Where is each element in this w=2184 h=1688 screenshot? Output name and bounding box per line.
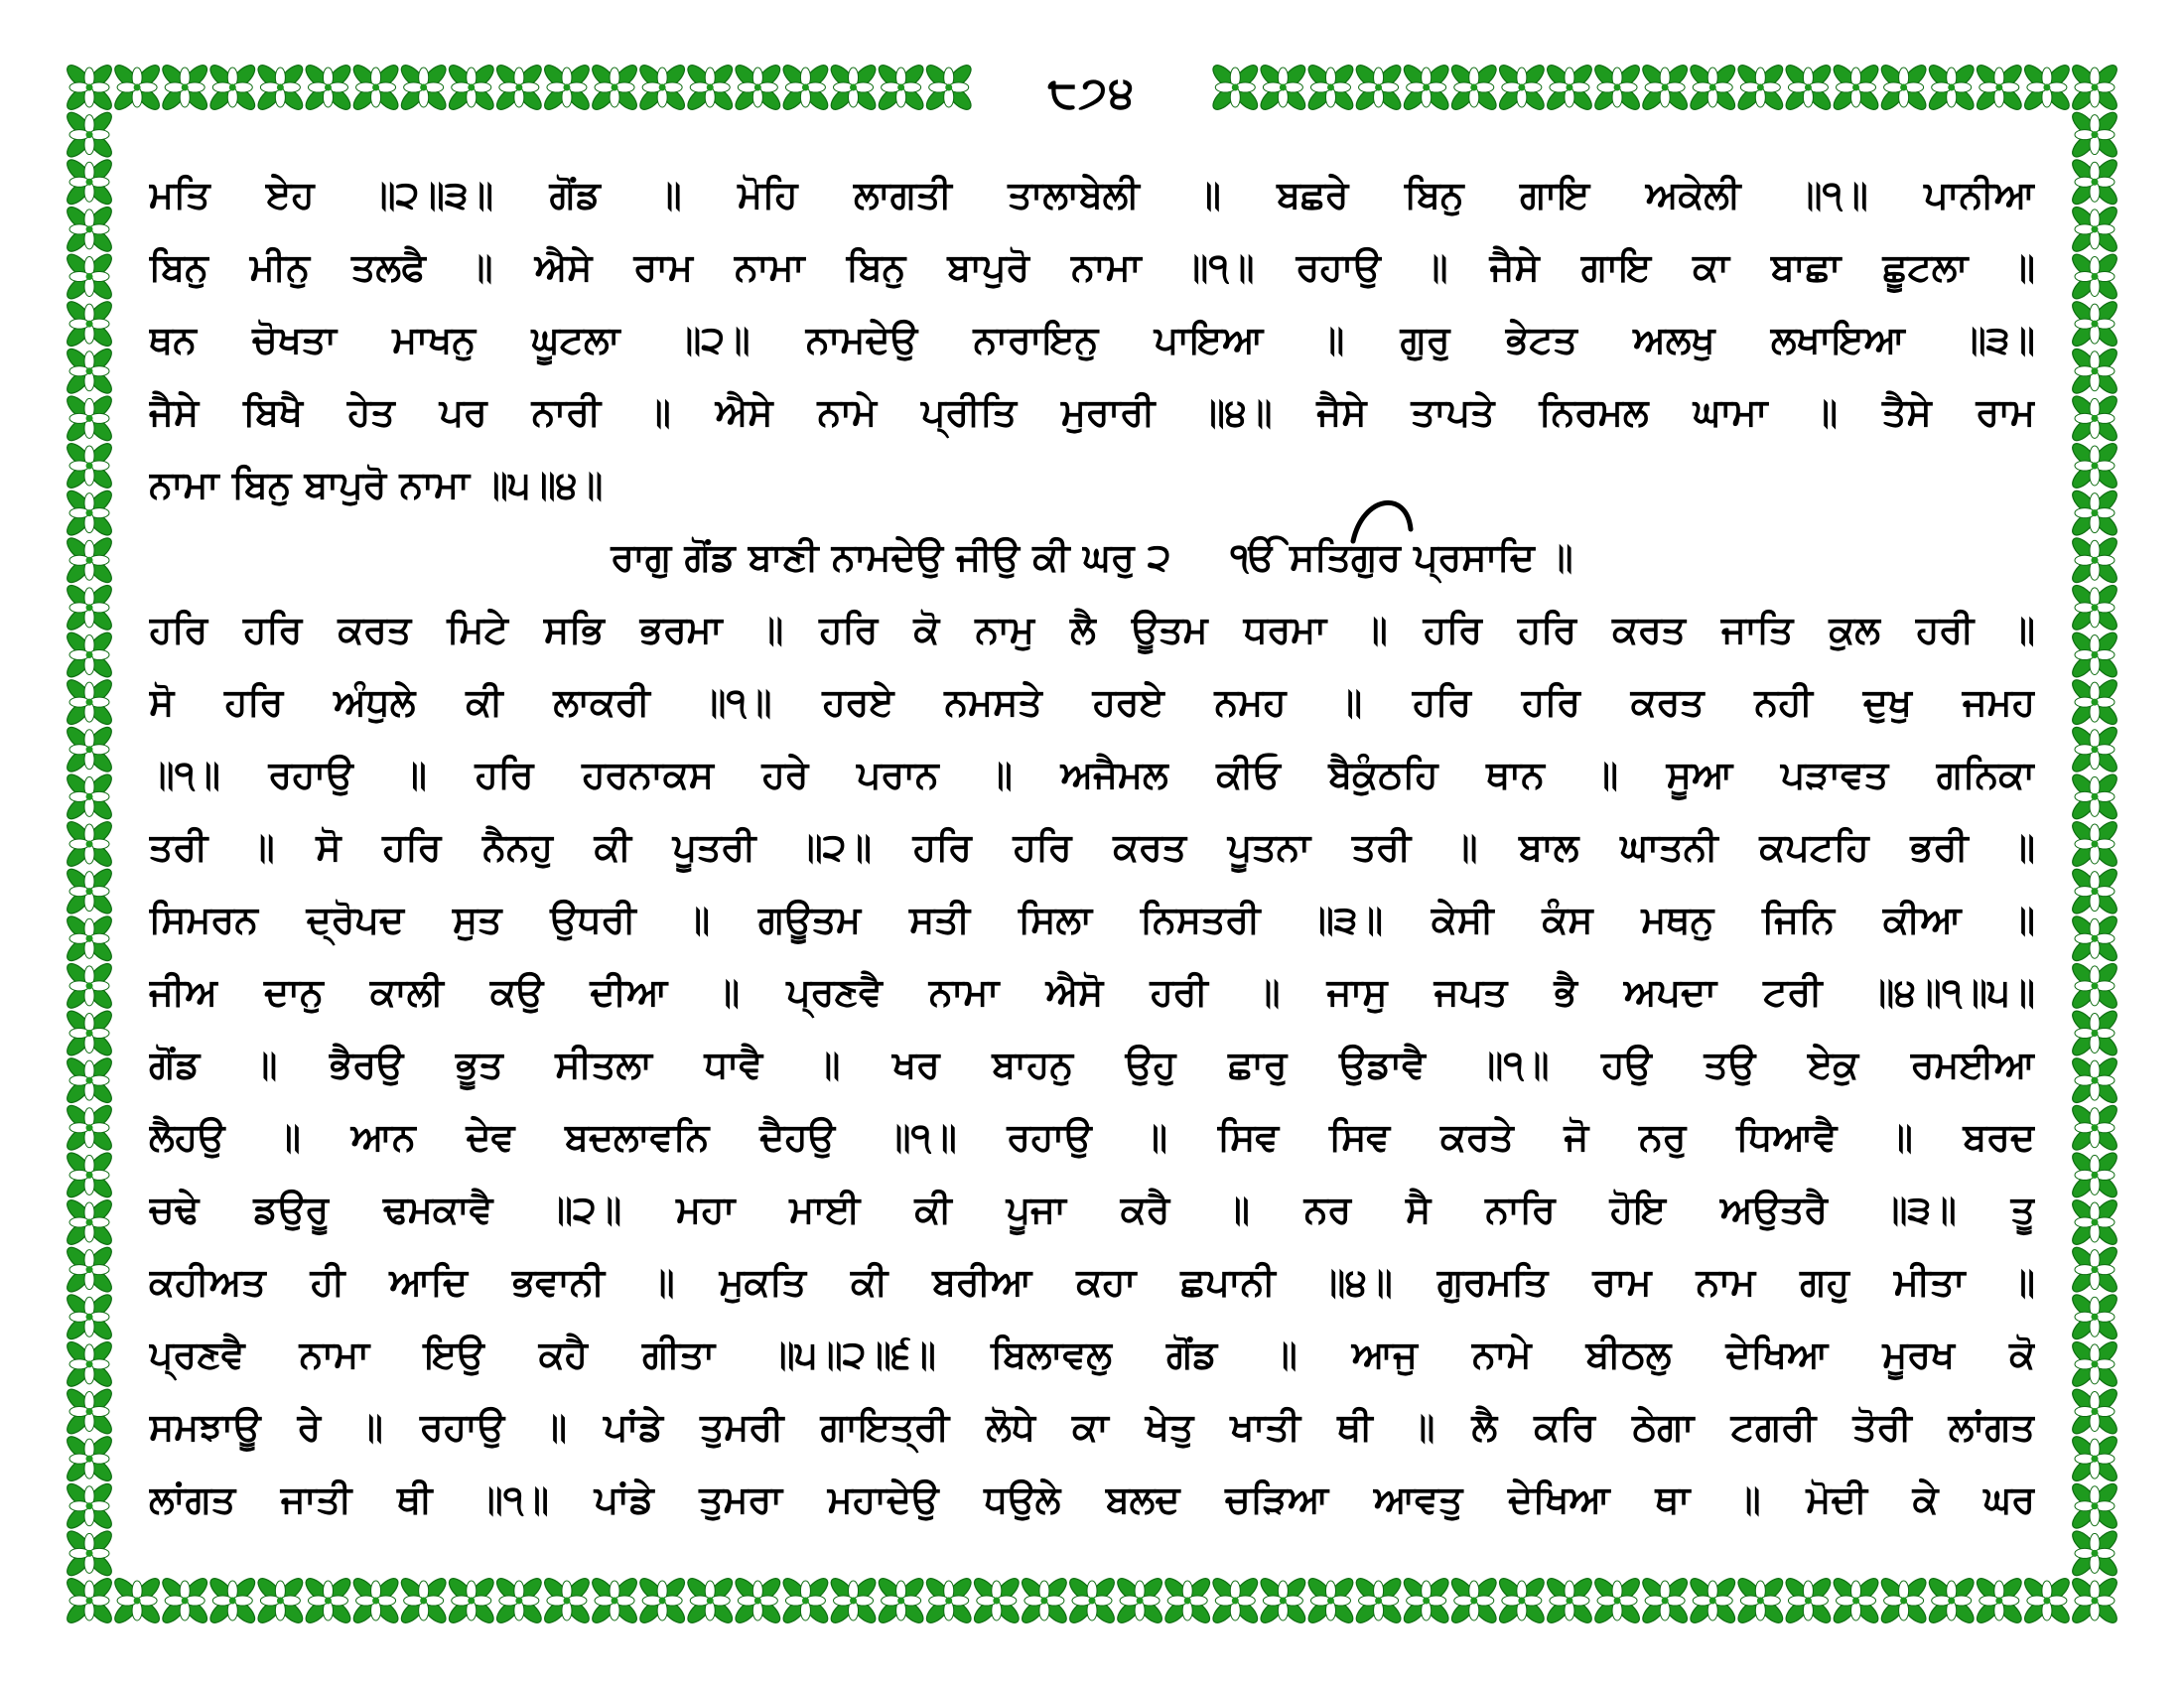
- flower-leaf-icon: [1401, 1575, 1452, 1626]
- text-line: ਜੈਸੇ ਬਿਖੈ ਹੇਤ ਪਰ ਨਾਰੀ ॥ ਐਸੇ ਨਾਮੇ ਪ੍ਰੀਤਿ ਮੁਰਾਰੀ ॥੪॥ ਜੈਸੇ ਤਾਪਤੇ ਨਿਰਮਲ ਘਾਮਾ ॥ ਤੈਸੇ ਰਾਮ: [149, 390, 2035, 434]
- text-line: ਚਢੇ ਡਉਰੂ ਢਮਕਾਵੈ ॥੨॥ ਮਹਾ ਮਾਈ ਕੀ ਪੂਜਾ ਕਰੈ ॥ ਨਰ ਸੈ ਨਾਰਿ ਹੋਇ ਅਉਤਰੈ ॥੩॥ ਤੂ: [149, 1188, 2035, 1231]
- flower-leaf-icon: [2069, 1291, 2120, 1342]
- text-line: ਲਾਂਗਤ ਜਾਤੀ ਥੀ ॥੧॥ ਪਾਂਡੇ ਤੁਮਰਾ ਮਹਾਦੇਉ ਧਉਲੇ ਬਲਦ ਚੜਿਆ ਆਵਤੁ ਦੇਖਿਆ ਥਾ ॥ ਮੋਦੀ ਕੇ ਘਰ: [149, 1477, 2035, 1521]
- text-line: ਹਰਿ ਹਰਿ ਕਰਤ ਮਿਟੇ ਸਭਿ ਭਰਮਾ ॥ ਹਰਿ ਕੋ ਨਾਮੁ ਲੈ ਊਤਮ ਧਰਮਾ ॥ ਹਰਿ ਹਰਿ ਕਰਤ ਜਾਤਿ ਕੁਲ ਹਰੀ ॥: [149, 608, 2035, 651]
- flower-leaf-icon: [732, 62, 783, 113]
- flower-leaf-icon: [1926, 1575, 1978, 1626]
- flower-leaf-icon: [1257, 62, 1308, 113]
- flower-leaf-icon: [1877, 1575, 1929, 1626]
- flower-leaf-icon: [64, 1480, 115, 1532]
- flower-leaf-icon: [636, 1575, 688, 1626]
- flower-leaf-icon: [2069, 629, 2120, 680]
- flower-leaf-icon: [64, 1575, 115, 1626]
- flower-leaf-icon: [779, 62, 831, 113]
- text-line: ਕਹੀਅਤ ਹੀ ਆਦਿ ਭਵਾਨੀ ॥ ਮੁਕਤਿ ਕੀ ਬਰੀਆ ਕਹਾ ਛਪਾਨੀ ॥੪॥ ਗੁਰਮਤਿ ਰਾਮ ਨਾਮ ਗਹੁ ਮੀਤਾ ॥: [149, 1260, 2035, 1304]
- text-line: ਸੋ ਹਰਿ ਅੰਧੁਲੇ ਕੀ ਲਾਕਰੀ ॥੧॥ ਹਰਏ ਨਮਸਤੇ ਹਰਏ ਨਮਹ ॥ ਹਰਿ ਹਰਿ ਕਰਤ ਨਹੀ ਦੁਖੁ ਜਮਹ: [149, 680, 2035, 724]
- flower-leaf-icon: [64, 534, 115, 586]
- flower-leaf-icon: [684, 62, 736, 113]
- flower-leaf-icon: [64, 629, 115, 680]
- flower-leaf-icon: [684, 1575, 736, 1626]
- ek-onkar-arc-icon: [1345, 490, 1425, 549]
- flower-leaf-icon: [64, 1007, 115, 1058]
- flower-leaf-icon: [64, 204, 115, 255]
- raag-title: ਰਾਗੁ ਗੋਂਡ ਬਾਣੀ ਨਾਮਦੇਉ ਜੀਉ ਕੀ ਘਰੁ ੨: [611, 535, 1171, 579]
- flower-leaf-icon: [1352, 1575, 1404, 1626]
- text-line: ॥੧॥ ਰਹਾਉ ॥ ਹਰਿ ਹਰਨਾਕਸ ਹਰੇ ਪਰਾਨ ॥ ਅਜੈਮਲ ਕੀਓ ਬੈਕੁੰਠਹਿ ਥਾਨ ॥ ਸੂਆ ਪੜਾਵਤ ਗਨਿਕਾ: [149, 753, 2035, 796]
- flower-leaf-icon: [254, 1575, 306, 1626]
- flower-leaf-icon: [302, 62, 353, 113]
- flower-leaf-icon: [1639, 1575, 1691, 1626]
- flower-leaf-icon: [349, 1575, 401, 1626]
- flower-leaf-icon: [2069, 108, 2120, 160]
- flower-leaf-icon: [1401, 62, 1452, 113]
- flower-leaf-icon: [1161, 1575, 1213, 1626]
- flower-leaf-icon: [64, 487, 115, 538]
- flower-leaf-icon: [64, 1433, 115, 1484]
- flower-leaf-icon: [2069, 1338, 2120, 1390]
- flower-leaf-icon: [2069, 818, 2120, 870]
- flower-leaf-icon: [2069, 250, 2120, 302]
- flower-leaf-icon: [1352, 62, 1404, 113]
- flower-leaf-icon: [1687, 62, 1738, 113]
- flower-leaf-icon: [1782, 62, 1834, 113]
- lines-before-heading: [149, 159, 2035, 521]
- flower-leaf-icon: [64, 913, 115, 964]
- flower-leaf-icon: [2069, 1102, 2120, 1154]
- flower-leaf-icon: [2069, 1196, 2120, 1248]
- flower-leaf-icon: [493, 1575, 545, 1626]
- flower-leaf-icon: [2021, 1575, 2073, 1626]
- flower-leaf-icon: [875, 62, 926, 113]
- flower-leaf-icon: [2069, 1433, 2120, 1484]
- flower-leaf-icon: [64, 250, 115, 302]
- flower-leaf-icon: [875, 1575, 926, 1626]
- text-line: ਪ੍ਰਣਵੈ ਨਾਮਾ ਇਉ ਕਹੈ ਗੀਤਾ ॥੫॥੨॥੬॥ ਬਿਲਾਵਲੁ ਗੋਂਡ ॥ ਆਜੁ ਨਾਮੇ ਬੀਠਲੁ ਦੇਖਿਆ ਮੂਰਖ ਕੋ: [149, 1333, 2035, 1376]
- flower-leaf-icon: [64, 1243, 115, 1295]
- flower-leaf-icon: [2069, 1527, 2120, 1579]
- flower-leaf-icon: [2069, 440, 2120, 492]
- flower-leaf-icon: [64, 1196, 115, 1248]
- flower-leaf-icon: [1591, 1575, 1643, 1626]
- flower-leaf-icon: [1734, 1575, 1786, 1626]
- flower-leaf-icon: [2069, 1575, 2120, 1626]
- flower-leaf-icon: [2069, 724, 2120, 775]
- flower-leaf-icon: [64, 62, 115, 113]
- flower-leaf-icon: [1304, 1575, 1356, 1626]
- text-line: ਜੀਅ ਦਾਨੁ ਕਾਲੀ ਕਉ ਦੀਆ ॥ ਪ੍ਰਣਵੈ ਨਾਮਾ ਐਸੋ ਹਰੀ ॥ ਜਾਸੁ ਜਪਤ ਭੈ ਅਪਦਾ ਟਰੀ ॥੪॥੧॥੫॥: [149, 970, 2035, 1014]
- flower-leaf-icon: [64, 865, 115, 916]
- flower-leaf-icon: [2069, 487, 2120, 538]
- flower-leaf-icon: [206, 1575, 258, 1626]
- flower-leaf-icon: [64, 108, 115, 160]
- flower-leaf-icon: [493, 62, 545, 113]
- flower-leaf-icon: [2069, 204, 2120, 255]
- flower-leaf-icon: [64, 676, 115, 728]
- flower-leaf-icon: [2069, 156, 2120, 208]
- flower-leaf-icon: [1591, 62, 1643, 113]
- flower-leaf-icon: [1639, 62, 1691, 113]
- flower-leaf-icon: [64, 724, 115, 775]
- flower-leaf-icon: [64, 771, 115, 822]
- text-line: ਮਤਿ ਏਹ ॥੨॥੩॥ ਗੋਂਡ ॥ ਮੋਹਿ ਲਾਗਤੀ ਤਾਲਾਬੇਲੀ ॥ ਬਛਰੇ ਬਿਨੁ ਗਾਇ ਅਕੇਲੀ ॥੧॥ ਪਾਨੀਆ: [149, 173, 2035, 216]
- flower-leaf-icon: [2069, 1385, 2120, 1437]
- flower-leaf-icon: [2069, 62, 2120, 113]
- text-line: ਤਰੀ ॥ ਸੋ ਹਰਿ ਨੈਨਹੁ ਕੀ ਪੂਤਰੀ ॥੨॥ ਹਰਿ ਹਰਿ ਕਰਤ ਪੂਤਨਾ ਤਰੀ ॥ ਬਾਲ ਘਾਤਨੀ ਕਪਟਹਿ ਭਰੀ ॥: [149, 825, 2035, 869]
- flower-leaf-icon: [446, 62, 497, 113]
- flower-leaf-icon: [64, 1149, 115, 1200]
- flower-leaf-icon: [1687, 1575, 1738, 1626]
- flower-leaf-icon: [2069, 298, 2120, 350]
- flower-leaf-icon: [1830, 62, 1881, 113]
- flower-leaf-icon: [541, 62, 593, 113]
- flower-leaf-icon: [1448, 62, 1500, 113]
- flower-leaf-icon: [2069, 346, 2120, 397]
- flower-leaf-icon: [2069, 392, 2120, 444]
- flower-leaf-icon: [64, 1102, 115, 1154]
- flower-leaf-icon: [971, 1575, 1023, 1626]
- flower-leaf-icon: [64, 156, 115, 208]
- flower-leaf-icon: [1496, 1575, 1548, 1626]
- flower-leaf-icon: [64, 1527, 115, 1579]
- flower-leaf-icon: [2069, 1149, 2120, 1200]
- scripture-body: [149, 159, 2035, 1536]
- flower-leaf-icon: [1304, 62, 1356, 113]
- flower-leaf-icon: [111, 62, 163, 113]
- text-line: ਲੈਹਉ ॥ ਆਨ ਦੇਵ ਬਦਲਾਵਨਿ ਦੈਹਉ ॥੧॥ ਰਹਾਉ ॥ ਸਿਵ ਸਿਵ ਕਰਤੇ ਜੋ ਨਰੁ ਧਿਆਵੈ ॥ ਬਰਦ: [149, 1115, 2035, 1159]
- lines-after-heading: [149, 594, 2035, 1536]
- page-number: ੮੭੪: [1047, 67, 1137, 118]
- mool-mantar: ੴ ਸਤਿਗੁਰ ਪ੍ਰਸਾਦਿ ॥: [1230, 535, 1573, 579]
- text-line: ਗੋਂਡ ॥ ਭੈਰਉ ਭੂਤ ਸੀਤਲਾ ਧਾਵੈ ॥ ਖਰ ਬਾਹਨੁ ਉਹੁ ਛਾਰੁ ਉਡਾਵੈ ॥੧॥ ਹਉ ਤਉ ਏਕੁ ਰਮਈਆ: [149, 1043, 2035, 1086]
- flower-leaf-icon: [827, 1575, 879, 1626]
- flower-leaf-icon: [64, 1338, 115, 1390]
- flower-leaf-icon: [732, 1575, 783, 1626]
- flower-leaf-icon: [64, 346, 115, 397]
- flower-leaf-icon: [159, 62, 210, 113]
- flower-leaf-icon: [2069, 582, 2120, 633]
- text-line: ਸਿਮਰਨ ਦ੍ਰੋਪਦ ਸੁਤ ਉਧਰੀ ॥ ਗਊਤਮ ਸਤੀ ਸਿਲਾ ਨਿਸਤਰੀ ॥੩॥ ਕੇਸੀ ਕੰਸ ਮਥਨੁ ਜਿਨਿ ਕੀਆ ॥: [149, 898, 2035, 941]
- flower-leaf-icon: [64, 582, 115, 633]
- flower-leaf-icon: [446, 1575, 497, 1626]
- flower-leaf-icon: [1974, 62, 2025, 113]
- flower-leaf-icon: [1019, 1575, 1070, 1626]
- text-line: ਸਮਝਾਊ ਰੇ ॥ ਰਹਾਉ ॥ ਪਾਂਡੇ ਤੁਮਰੀ ਗਾਇਤ੍ਰੀ ਲੋਧੇ ਕਾ ਖੇਤੁ ਖਾਤੀ ਥੀ ॥ ਲੈ ਕਰਿ ਠੇਗਾ ਟਗਰੀ ਤੋਰੀ ਲਾਂਗਤ: [149, 1405, 2035, 1449]
- flower-leaf-icon: [159, 1575, 210, 1626]
- flower-leaf-icon: [1877, 62, 1929, 113]
- flower-leaf-icon: [2069, 771, 2120, 822]
- flower-leaf-icon: [541, 1575, 593, 1626]
- flower-leaf-icon: [2069, 534, 2120, 586]
- flower-leaf-icon: [1544, 62, 1595, 113]
- flower-leaf-icon: [2069, 676, 2120, 728]
- flower-leaf-icon: [1734, 62, 1786, 113]
- flower-leaf-icon: [923, 1575, 975, 1626]
- flower-leaf-icon: [64, 440, 115, 492]
- flower-leaf-icon: [1830, 1575, 1881, 1626]
- flower-leaf-icon: [254, 62, 306, 113]
- text-line: ਬਿਨੁ ਮੀਨੁ ਤਲਫੈ ॥ ਐਸੇ ਰਾਮ ਨਾਮਾ ਬਿਨੁ ਬਾਪੁਰੋ ਨਾਮਾ ॥੧॥ ਰਹਾਉ ॥ ਜੈਸੇ ਗਾਇ ਕਾ ਬਾਛਾ ਛੂਟਲਾ ॥: [149, 245, 2035, 289]
- text-line: ਥਨ ਚੋਖਤਾ ਮਾਖਨੁ ਘੂਟਲਾ ॥੨॥ ਨਾਮਦੇਉ ਨਾਰਾਇਨੁ ਪਾਇਆ ॥ ਗੁਰੁ ਭੇਟਤ ਅਲਖੁ ਲਖਾਇਆ ॥੩॥: [149, 318, 2035, 361]
- flower-leaf-icon: [2021, 62, 2073, 113]
- flower-leaf-icon: [1066, 1575, 1118, 1626]
- flower-leaf-icon: [64, 1385, 115, 1437]
- flower-leaf-icon: [1782, 1575, 1834, 1626]
- flower-leaf-icon: [64, 818, 115, 870]
- flower-leaf-icon: [2069, 865, 2120, 916]
- flower-leaf-icon: [1209, 1575, 1261, 1626]
- flower-leaf-icon: [64, 960, 115, 1012]
- page-number-container: [1003, 58, 1181, 127]
- flower-leaf-icon: [2069, 960, 2120, 1012]
- flower-leaf-icon: [2069, 1007, 2120, 1058]
- flower-leaf-icon: [64, 1291, 115, 1342]
- flower-leaf-icon: [398, 1575, 450, 1626]
- flower-leaf-icon: [64, 392, 115, 444]
- flower-leaf-icon: [636, 62, 688, 113]
- flower-leaf-icon: [2069, 913, 2120, 964]
- flower-leaf-icon: [64, 1055, 115, 1106]
- flower-leaf-icon: [1974, 1575, 2025, 1626]
- flower-leaf-icon: [589, 1575, 640, 1626]
- flower-leaf-icon: [64, 298, 115, 350]
- flower-leaf-icon: [779, 1575, 831, 1626]
- flower-leaf-icon: [1209, 62, 1261, 113]
- flower-leaf-icon: [827, 62, 879, 113]
- flower-leaf-icon: [302, 1575, 353, 1626]
- flower-leaf-icon: [1544, 1575, 1595, 1626]
- flower-leaf-icon: [2069, 1243, 2120, 1295]
- flower-leaf-icon: [2069, 1480, 2120, 1532]
- flower-leaf-icon: [349, 62, 401, 113]
- flower-leaf-icon: [111, 1575, 163, 1626]
- raag-heading: [149, 521, 2035, 594]
- flower-leaf-icon: [398, 62, 450, 113]
- flower-leaf-icon: [1257, 1575, 1308, 1626]
- text-line: ਨਾਮਾ ਬਿਨੁ ਬਾਪੁਰੋ ਨਾਮਾ ॥੫॥੪॥: [149, 463, 604, 506]
- flower-leaf-icon: [589, 62, 640, 113]
- flower-leaf-icon: [1496, 62, 1548, 113]
- flower-leaf-icon: [2069, 1055, 2120, 1106]
- flower-leaf-icon: [1114, 1575, 1165, 1626]
- flower-leaf-icon: [206, 62, 258, 113]
- flower-leaf-icon: [1448, 1575, 1500, 1626]
- flower-leaf-icon: [923, 62, 975, 113]
- flower-leaf-icon: [1926, 62, 1978, 113]
